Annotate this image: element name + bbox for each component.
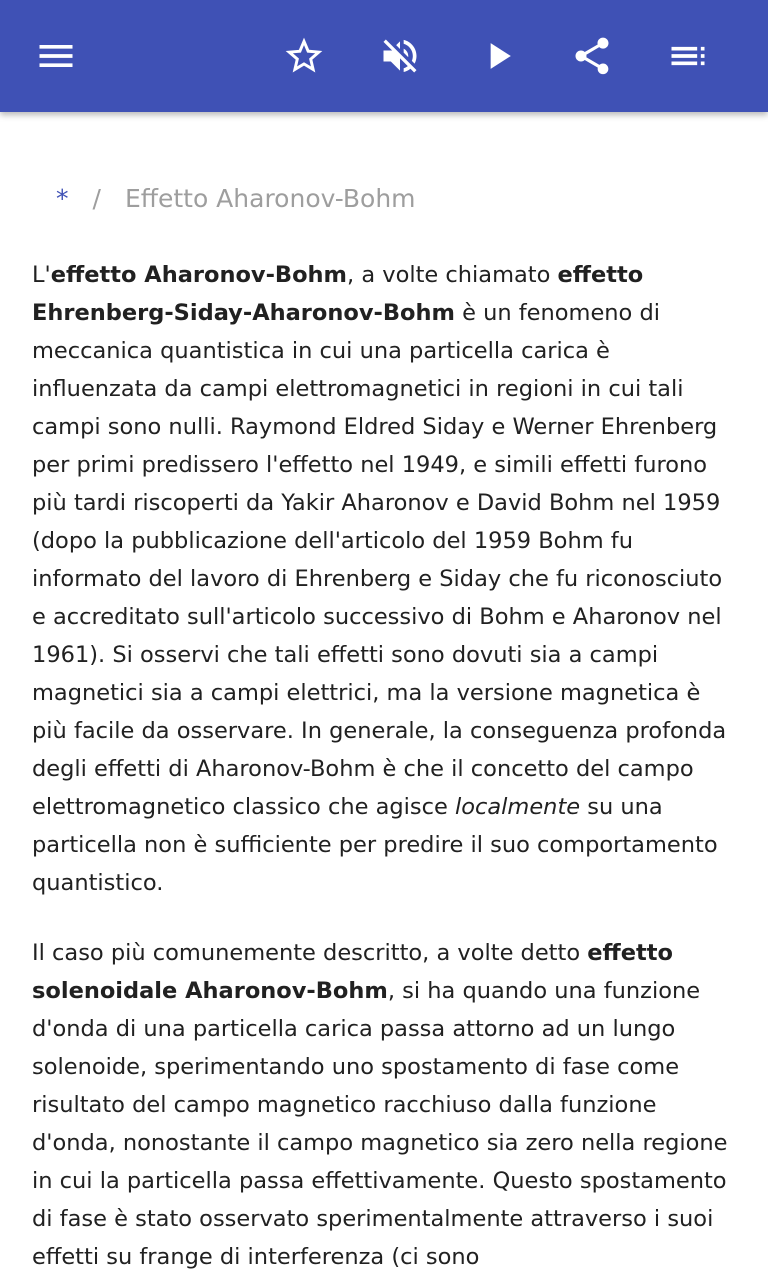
text-run: L' xyxy=(32,262,51,288)
bold-term: effetto solenoidale Aharonov-Bohm xyxy=(32,940,673,1004)
text-run: Il caso più comunemente descritto, a volte detto xyxy=(32,940,588,966)
breadcrumb-separator: / xyxy=(92,184,101,213)
list-icon xyxy=(666,34,710,78)
star-outline-icon xyxy=(282,34,326,78)
play-button[interactable] xyxy=(470,28,526,84)
text-run: su una particella non è sufficiente per predire il suo comportamento quantistico. xyxy=(32,794,718,896)
share-button[interactable] xyxy=(564,28,620,84)
volume-off-icon xyxy=(378,34,422,78)
article-paragraph-2 xyxy=(32,934,738,1276)
menu-icon xyxy=(34,34,78,78)
menu-button[interactable] xyxy=(28,28,84,84)
article-paragraph-1 xyxy=(32,256,738,902)
favorite-button[interactable] xyxy=(276,28,332,84)
app-toolbar xyxy=(0,0,768,112)
text-run: è un fenomeno di meccanica quantistica in cui una particella carica è influenzata da campi elettromagnetici in regioni in cui tali campi sono nulli. Raymond Eldred Siday e Werner Ehrenberg per primi predissero l'effetto nel 1949, e simili effetti furono più tardi riscoperti da Yakir Aharonov e David Bohm nel 1959 (dopo la pubblicazione dell'articolo del 1959 Bohm fu informato del lavoro di Ehrenberg e Siday che fu riconosciuto e accreditato sull'articolo successivo di Bohm e Aharonov nel 1961). Si osservi che tali effetti sono dovuti sia a campi magnetici sia a campi elettrici, ma la versione magnetica è più facile da osservare. In generale, la conseguenza profonda degli effetti di Aharonov-Bohm è che il concetto del campo elettromagnetico classico che agisce xyxy=(32,300,727,820)
italic-term: localmente xyxy=(455,794,581,820)
play-icon xyxy=(476,34,520,78)
breadcrumb-home-link[interactable]: * xyxy=(56,184,69,213)
mute-button[interactable] xyxy=(372,28,428,84)
text-run: , a volte chiamato xyxy=(347,262,558,288)
text-run: , si ha quando una funzione d'onda di una particella carica passa attorno ad un lungo solenoide, sperimentando uno spostamento di fase come risultato del campo magnetico racchiuso dalla funzione d'onda, nonostante il campo magnetico sia zero nella regione in cui la particella passa effettivamente. Questo spostamento di fase è stato osservato sperimentalmente attraverso i suoi effetti su frange di interferenza (ci sono xyxy=(32,978,728,1270)
contents-button[interactable] xyxy=(660,28,716,84)
bold-term: effetto Ehrenberg-Siday-Aharonov-Bohm xyxy=(32,262,644,326)
article-content[interactable] xyxy=(0,112,768,1280)
bold-term: effetto Aharonov-Bohm xyxy=(50,262,348,288)
share-icon xyxy=(570,34,614,78)
article-body xyxy=(32,256,738,1280)
breadcrumb xyxy=(56,184,416,213)
breadcrumb-current: Effetto Aharonov-Bohm xyxy=(124,184,416,213)
